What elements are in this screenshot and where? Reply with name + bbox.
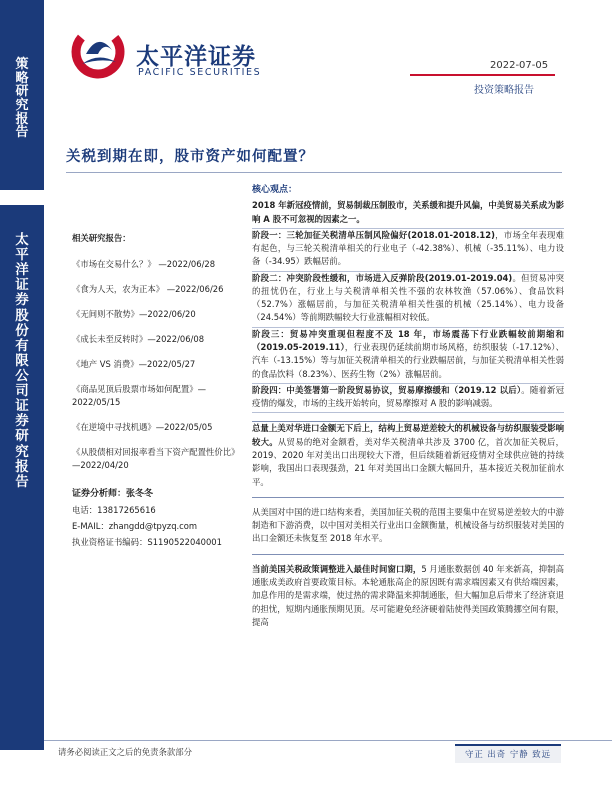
related-report-link[interactable]: 《成长未至反转时》—2022/06/08 [72,334,205,345]
related-report-link[interactable]: 《从股债相对回报率看当下资产配置性价比》—2022/04/20 [72,447,240,471]
sidebar-char: 司 [15,383,29,400]
stage-body: ，市场全年表现难有起色，与三轮关税清单相关的行业电子（-42.38%）、机械（-35.11%）、电力设备（-34.95）跌幅居前。 [252,229,565,267]
sidebar-char: 券 [15,292,29,309]
core-heading: 核心观点： [252,185,298,195]
sidebar-char: 洋 [15,262,29,279]
main-content [252,183,564,629]
sidebar-char: 有 [15,337,29,354]
brand-name-cn: 太平洋证券 [136,44,256,70]
section-divider [252,554,564,555]
paragraph-policy-window [252,563,564,629]
stage-head: 阶段三：贸易冲突重现但程度不及 18 年，市场震荡下行业跌幅较前期缩和（2019.05-2019.11） [252,328,564,353]
stage-body: 。但贸易冲突的扭忧仍在，行业上与关税清单相关性不强的农林牧渔（57.06%）、食品饮料（52.7%）涨幅居前，与加征关税清单相关性强的机械（25.14%）、电力设备（24.54%）等前期跌幅较大行业涨幅相对较低。 [252,272,565,323]
sidebar-char: 券 [15,413,29,430]
analyst-phone: 电话：13817265616 [72,505,156,516]
report-type: 投资策略报告 [474,85,534,96]
sidebar-char: 策 [15,57,29,72]
related-report-link[interactable]: 《市场在交易什么？》 —2022/06/28 [72,259,216,269]
sidebar-char: 究 [15,443,29,460]
sidebar-company-name [0,233,44,490]
report-date: 2022-07-05 [490,60,549,71]
related-report-link[interactable]: 《无间则不散势》—2022/06/20 [72,309,196,320]
stage-paragraph [252,328,564,384]
sidebar-char: 太 [15,232,29,248]
sidebar-char: 报 [15,111,29,127]
paragraph-body: 5 月通胀数据创 40 年来新高，抑制高通胀成美政府首要政策目标。本轮通胀高企的原因既有需求端因素又有供给端因素，加息作用的是需求端，使过热的需求降温来抑制通胀，但大幅加息后带来了经济衰退的担忧，短期内通胀预期见顶。尽可能避免经济硬着陆使得美国政策腾挪空间有限，提高 [252,563,564,627]
analyst-name: 证券分析师：张冬冬 [72,489,154,500]
paragraph-head: 总量上美对华进口金额无下后上，结构上贸易逆差较大的机械设备与纺织服装受影响较大。 [252,423,564,447]
paragraph-body: 从贸易的绝对金额看，美对华关税清单共涉及 3700 亿，首次加征关税后，2019、2020 年对美出口出现较大下滑，但后续随着新冠疫情对全球供应链的持续影响，我国出口表现强劲，21 年对美国出口金额大幅回升，基本接近关税加征前水平。 [252,436,564,487]
paragraph-import-structure: 从美国对中国的进口结构来看，美国加征关税的范围主要集中在贸易逆差较大的中游制造和下游消费，以中国对美相关行业出口金额衡量，机械设备与纺织服装对美国的出口金额还未恢复至 2018 年水平。 [252,506,564,544]
stage-head: 阶段四：中美签署第一阶段贸易协议，贸易摩擦缓和（2019.12 以后） [252,384,522,395]
sidebar-char: 研 [15,428,29,445]
analyst-contact [72,503,240,551]
sidebar-char: 证 [15,277,29,294]
footer-divider [44,740,612,741]
stage-paragraph [252,229,564,272]
related-reports-list [72,258,240,472]
brand-name-en: PACIFIC SECURITIES [138,67,262,78]
footer-disclaimer: 请务必阅读正文之后的免责条款部分 [58,747,192,757]
sidebar-char: 股 [15,307,29,324]
pacific-logo-icon [64,20,134,80]
stage-head: 阶段二：冲突阶段性缓和，市场进入反弹阶段(2019.01-2019.04) [252,272,513,283]
paragraph-trade-structure [252,422,564,488]
sidebar-char: 证 [15,398,29,415]
stages-list [252,229,564,414]
sidebar-char: 公 [15,367,29,384]
header-divider [410,74,555,76]
analyst-email[interactable]: E-MAIL：zhangdd@tpyzq.com [72,521,198,532]
sidebar-char: 限 [15,352,29,369]
left-column [72,232,240,551]
sidebar-char: 份 [15,322,29,339]
sidebar-report-category [0,58,44,140]
stage-body: ，行业表现仍延续前期市场风格，纺织服装（-17.12%）、汽车（-13.15%）等与加征关税清单相关的行业跌幅居前，与加征关税清单相关性弱的食品饮料（8.23%）、医药生物（2%）涨幅居前。 [252,342,564,379]
sidebar-char: 报 [15,458,29,475]
related-heading: 相关研究报告： [72,233,131,243]
footer-slogan: 守正 出奇 宁静 致远 [455,744,561,763]
sidebar-char: 略 [15,70,29,86]
sidebar-bottom-band [0,205,44,750]
paragraph-head: 当前美国关税政策调整进入最佳时间窗口期， [252,563,422,574]
analyst-license: 执业资格证书编码：S1190522040001 [72,537,222,548]
sidebar-char: 究 [15,97,29,113]
stage-paragraph [252,384,564,414]
stage-paragraph [252,272,564,328]
related-report-link[interactable]: 《在逆境中寻找机遇》—2022/05/05 [72,422,213,433]
sidebar-char: 告 [15,125,29,141]
sidebar-char: 平 [15,247,29,264]
related-report-link[interactable]: 《商品见顶后股票市场如何配置》—2022/05/15 [72,384,206,408]
report-title: 关税到期在即，股市资产如何配置？ [66,148,314,165]
stage-body: 。随着新冠疫情的爆发，市场的主线开始转向，贸易摩擦对 A 股的影响减弱。 [252,384,564,409]
stage-head: 阶段一：三轮加征关税清单压制风险偏好(2018.01-2018.12) [252,229,495,240]
core-lead: 2018 年新冠疫情前，贸易制裁压制股市，关系缓和提升风偏，中美贸易关系成为影响 A 股不可忽视的因素之一。 [252,199,564,229]
sidebar [0,0,44,792]
section-divider [252,497,564,498]
sidebar-char: 告 [15,473,29,490]
related-report-link[interactable]: 《食为人天，农为正本》 —2022/06/26 [72,284,224,295]
title-divider [66,172,562,173]
related-report-link[interactable]: 《地产 VS 消费》—2022/05/27 [72,359,196,370]
sidebar-top-band [0,0,44,190]
sidebar-char: 研 [15,84,29,100]
